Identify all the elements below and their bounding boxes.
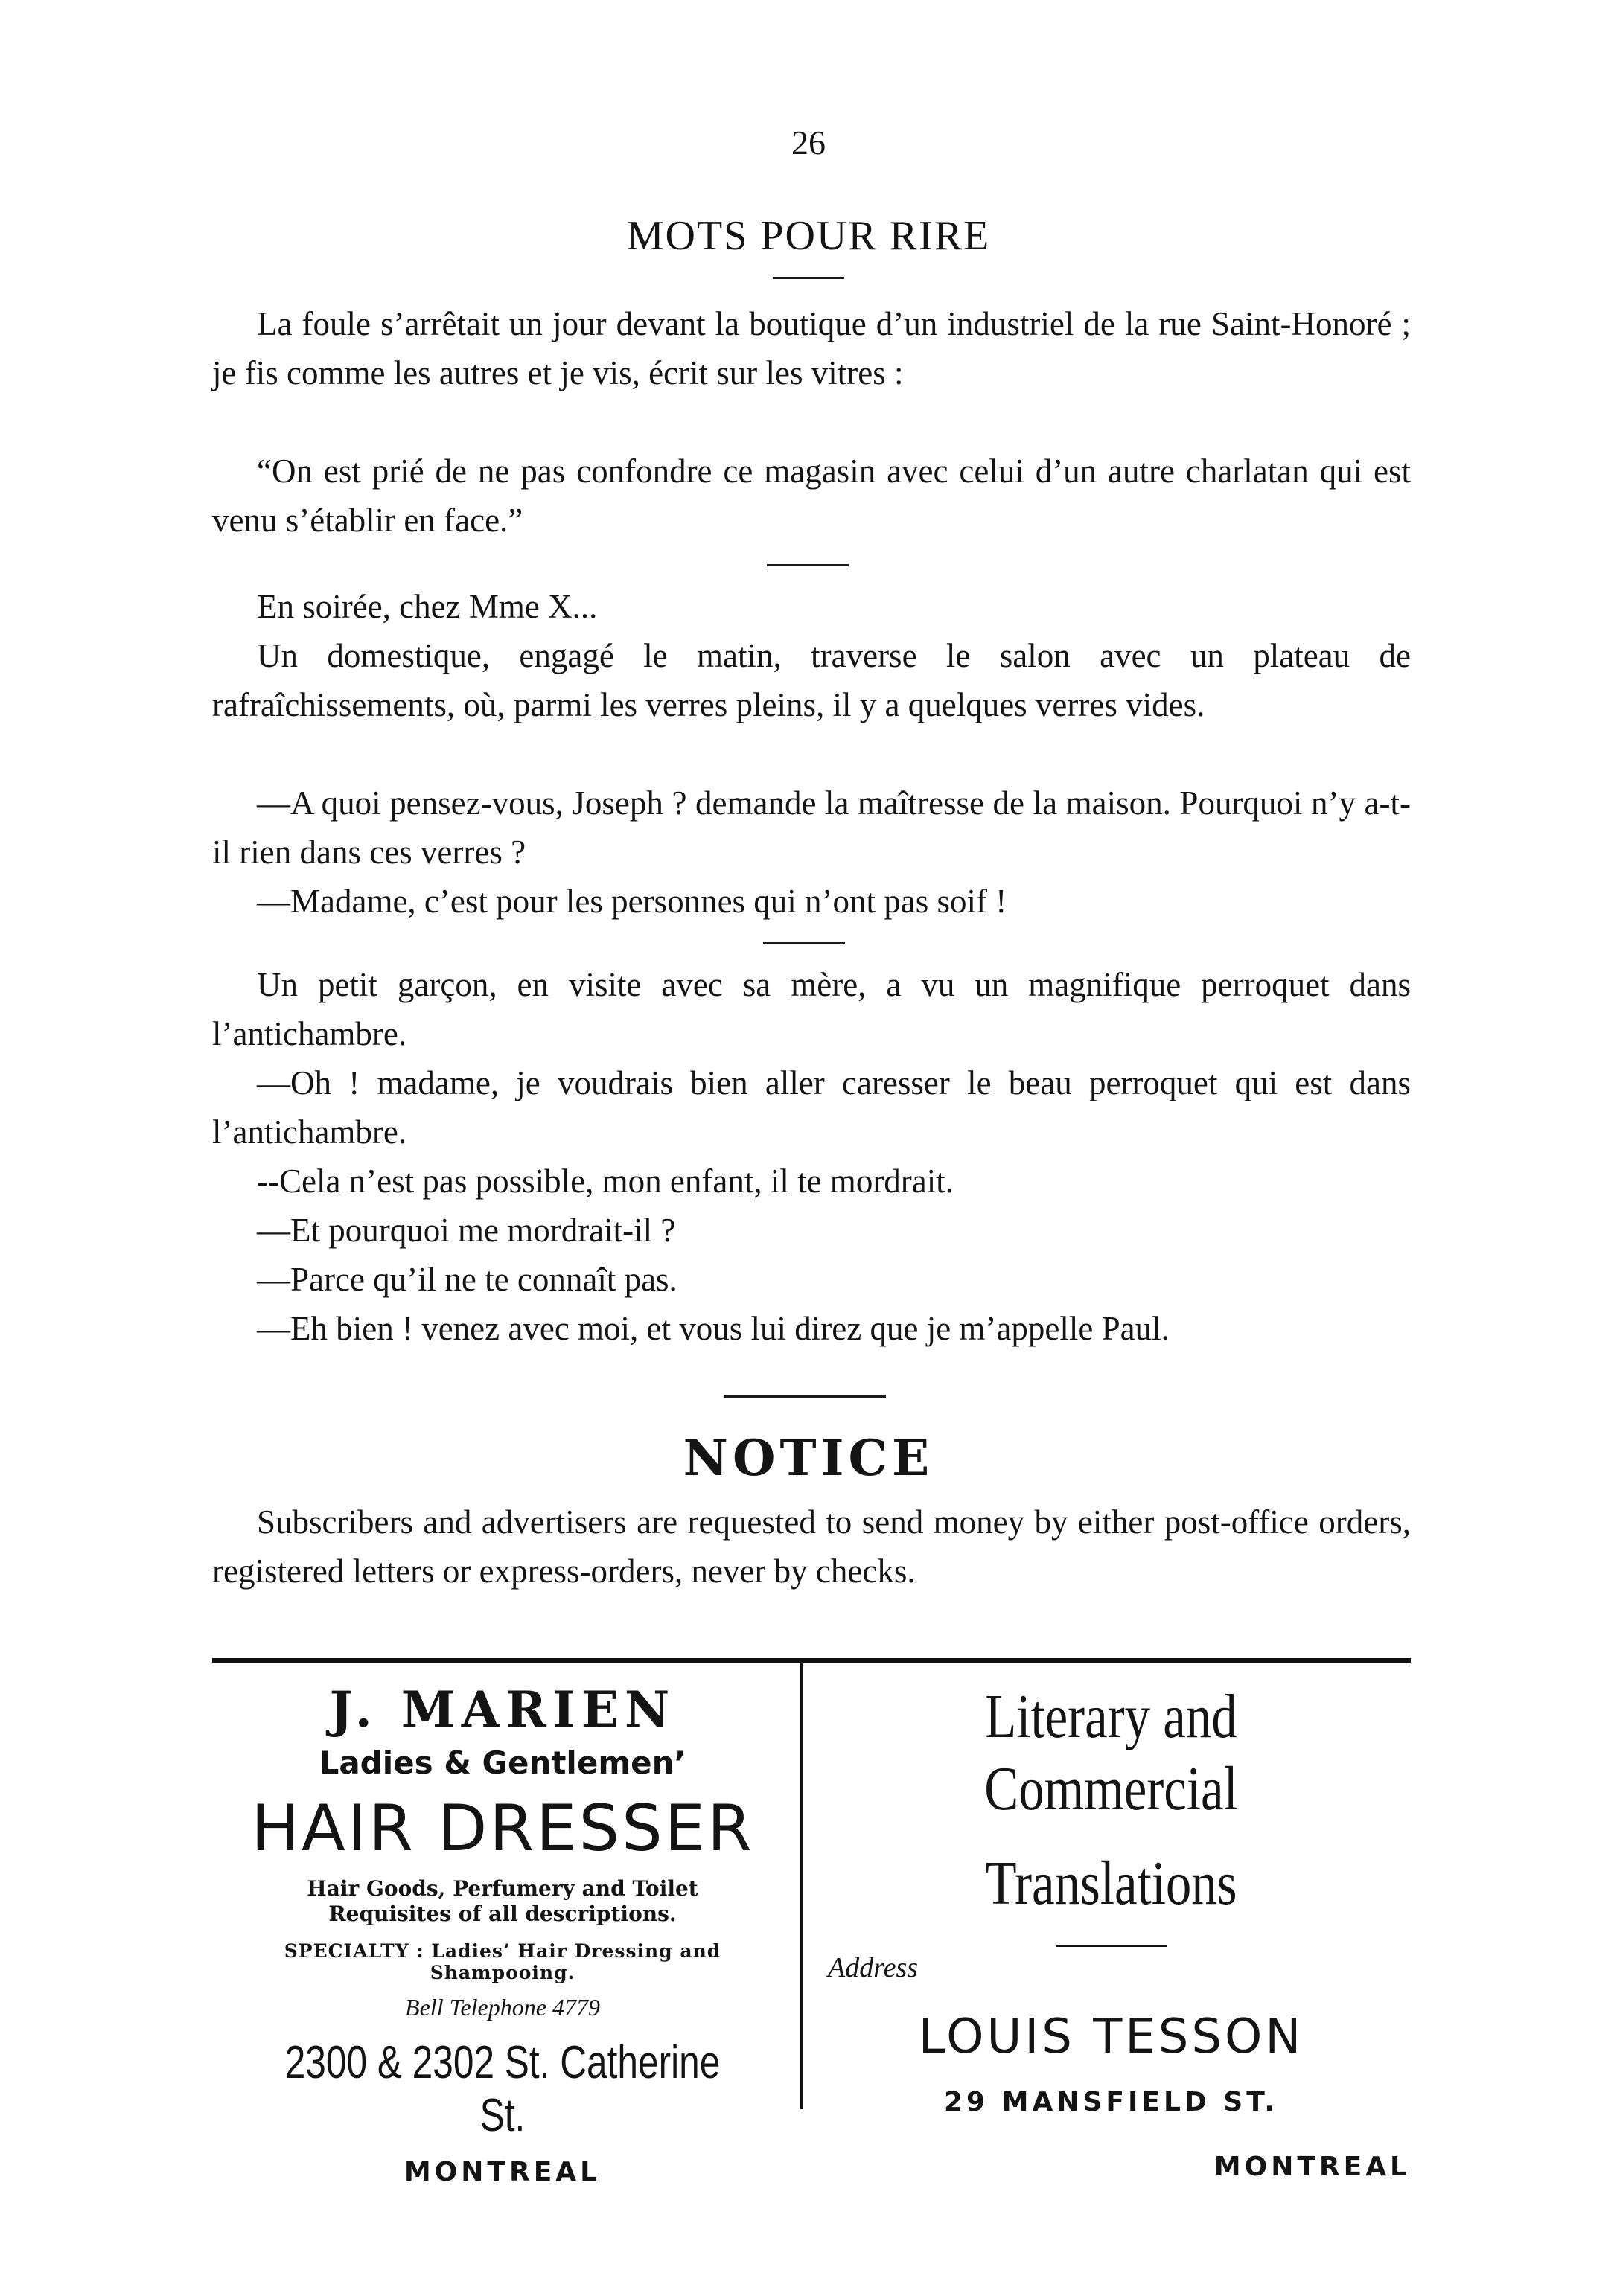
ads-top-rule xyxy=(212,1658,1411,1663)
joke3-paragraph-4: —Et pourquoi me mordrait-il ? xyxy=(257,1212,676,1249)
notice-text: Subscribers and advertisers are requested to send money by either post-office orders, registered letters or express-orders, never by checks. xyxy=(212,1503,1411,1590)
joke3-paragraph-2: —Oh ! madame, je voudrais bien aller caresser le beau perroquet qui est dans l’antichambre. xyxy=(212,1064,1411,1151)
ad-address-label: Address xyxy=(828,1952,919,1983)
ad-city-right: MONTREAL xyxy=(1213,2152,1411,2182)
joke3-paragraph-6: —Eh bien ! venez avec moi, et vous lui direz que je m’appelle Paul. xyxy=(257,1310,1170,1347)
joke-separator-2 xyxy=(763,942,845,944)
joke2-paragraph-4: —Madame, c’est pour les personnes qui n’ont pas soif ! xyxy=(257,883,1007,920)
ad-telephone: Bell Telephone 4779 xyxy=(405,1994,600,2021)
ad-business-name: J. MARIEN xyxy=(329,1681,676,1739)
joke-separator-1 xyxy=(767,564,849,566)
ads-divider xyxy=(800,1663,803,2109)
notice-title: NOTICE xyxy=(683,1429,934,1487)
ad-contact-name: LOUIS TESSON xyxy=(918,2009,1304,2065)
ad-short-rule xyxy=(1056,1945,1167,1947)
ad-street: 29 MANSFIELD ST. xyxy=(944,2087,1278,2117)
ad-trade: HAIR DRESSER xyxy=(251,1791,754,1866)
ad-city: MONTREAL xyxy=(404,2157,602,2187)
joke1-paragraph-2: “On est prié de ne pas confondre ce magasin avec celui d’un autre charlatan qui est venu s’établir en face.” xyxy=(212,453,1411,539)
ad-subtitle: Ladies & Gentlemen’ xyxy=(319,1745,686,1781)
translations-ad xyxy=(811,1675,1411,2182)
ad-address: 2300 & 2302 St. Catherine St. xyxy=(284,2037,721,2141)
section-title: MOTS POUR RIRE xyxy=(626,213,991,259)
ad-specialty: SPECIALTY : Ladies’ Hair Dressing and Shampooing. xyxy=(284,1940,721,1983)
joke2-paragraph-3: —A quoi pensez-vous, Joseph ? demande la maîtresse de la maison. Pourquoi n’y a-t-il rien dans ces verres ? xyxy=(212,784,1411,871)
ad-goods-line2: Requisites of all descriptions. xyxy=(328,1902,677,1926)
ad-service-line1: Literary and Commercial xyxy=(984,1682,1238,1823)
hairdresser-ad xyxy=(212,1675,793,2187)
joke-separator-3 xyxy=(724,1395,886,1398)
ad-service-line2: Translations xyxy=(985,1849,1237,1918)
page-number: 26 xyxy=(791,124,826,162)
joke3-paragraph-3: --Cela n’est pas possible, mon enfant, il te mordrait. xyxy=(257,1163,954,1200)
joke1-paragraph-1: La foule s’arrêtait un jour devant la boutique d’un industriel de la rue Saint-Honoré ; je fis comme les autres et je vis, écrit sur les vitres : xyxy=(212,305,1411,391)
joke3-paragraph-5: —Parce qu’il ne te connaît pas. xyxy=(257,1261,677,1298)
title-rule xyxy=(773,277,844,279)
joke2-paragraph-2: Un domestique, engagé le matin, traverse le salon avec un plateau de rafraîchissements, où, parmi les verres pleins, il y a quelques verres vides. xyxy=(212,637,1411,723)
ad-goods-line1: Hair Goods, Perfumery and Toilet xyxy=(307,1876,698,1901)
joke3-paragraph-1: Un petit garçon, en visite avec sa mère, a vu un magnifique perroquet dans l’antichambre. xyxy=(212,966,1411,1052)
joke2-paragraph-1: En soirée, chez Mme X... xyxy=(257,588,598,625)
